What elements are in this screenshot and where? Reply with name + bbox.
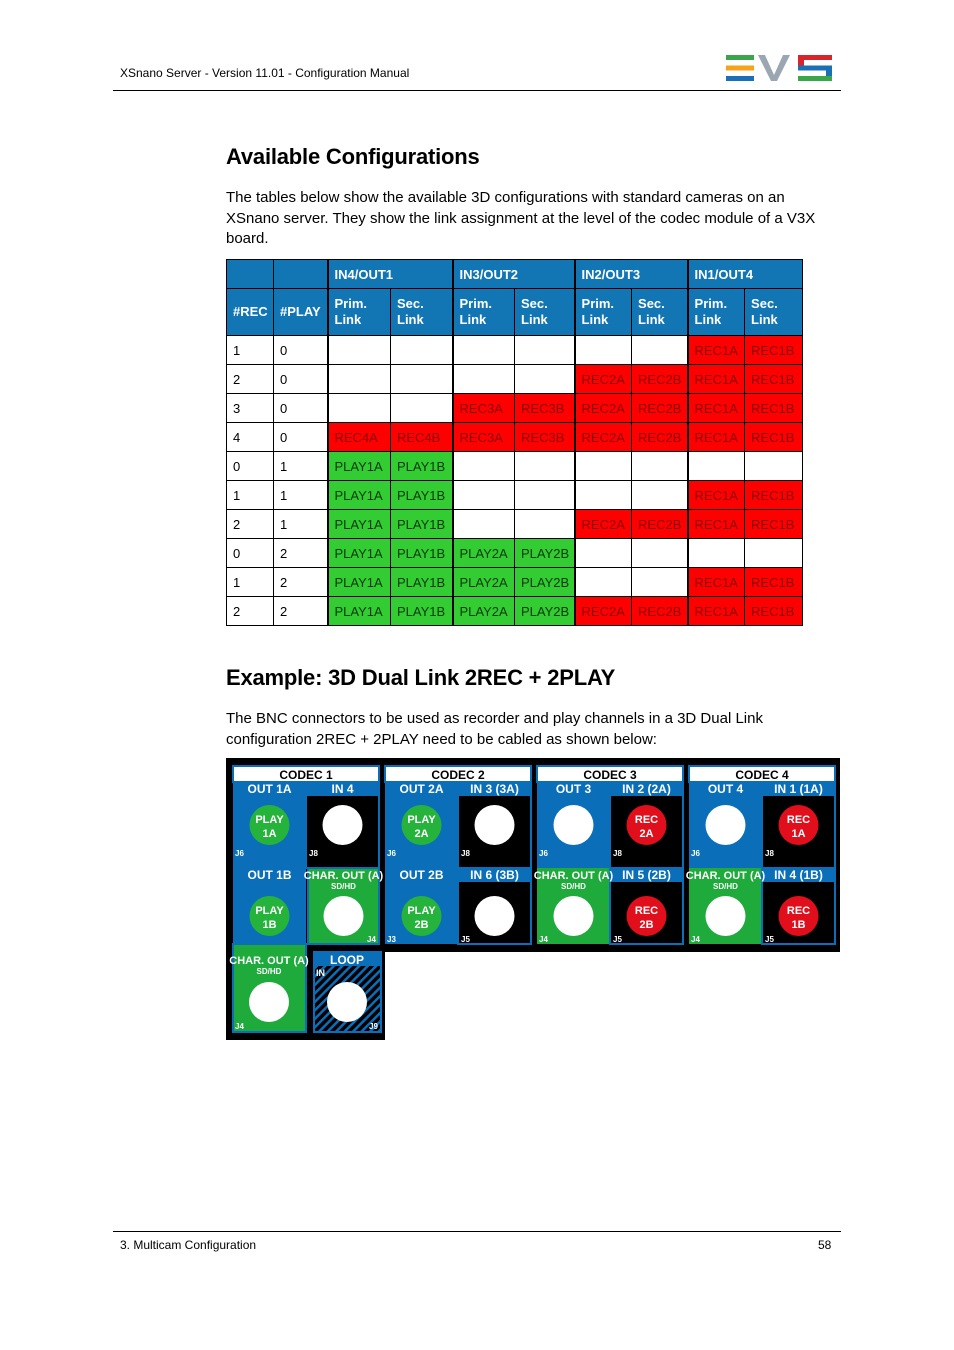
table-cell: REC1A [688,597,745,626]
bnc-connector-circle [323,805,363,845]
table-row [227,394,803,423]
table-cell [515,336,575,365]
loop-in-label: IN [316,968,325,978]
cell-play-count: 2 [274,597,328,626]
table-cell: REC2B [632,597,688,626]
table-cell: REC2A [575,365,632,394]
codec-title: CODEC 4 [735,768,789,782]
bnc-sublabel: SD/HD [331,882,356,891]
section-heading-example: Example: 3D Dual Link 2REC + 2PLAY [226,665,616,690]
bnc-sublabel: SD/HD [256,967,282,976]
sub-header-sec [632,289,688,336]
table-corner [274,260,328,289]
table-cell: REC1B [745,568,803,597]
table-row [227,423,803,452]
bnc-label: IN 6 (3B) [470,868,519,882]
table-row [227,481,803,510]
cell-rec-count: 2 [227,510,274,539]
bnc-connector-circle [475,896,515,936]
table-corner [227,260,274,289]
group-header: IN2/OUT3 [575,260,688,289]
cell-rec-count: 2 [227,597,274,626]
bnc-connector-circle [249,982,289,1022]
jack-id: J8 [765,849,774,858]
table-cell [632,452,688,481]
cell-play-count: 2 [274,539,328,568]
table-cell [515,452,575,481]
table-cell [328,365,391,394]
table-cell: PLAY1B [391,539,453,568]
table-cell: PLAY1B [391,597,453,626]
table-cell: PLAY1B [391,452,453,481]
sub-header-line: Sec. [638,296,665,311]
jack-id: J5 [613,935,622,944]
table-cell: REC1B [745,336,803,365]
bnc-label: OUT 1B [247,868,292,882]
table-cell: REC3A [453,394,515,423]
connector-label: REC [634,814,659,826]
connector-label: PLAY [407,905,436,917]
table-cell [688,452,745,481]
cell-play-count: 0 [274,423,328,452]
table-cell: PLAY2B [515,568,575,597]
sub-header-prim [453,289,515,336]
group-header: IN4/OUT1 [328,260,453,289]
table-cell: REC4A [328,423,391,452]
sub-header-line: Link [521,312,548,327]
jack-id: J6 [539,849,548,858]
table-cell: REC1B [745,365,803,394]
bnc-label: IN 3 (3A) [470,782,519,796]
cell-rec-count: 3 [227,394,274,423]
table-cell [328,394,391,423]
section-paragraph-available: The tables below show the available 3D configurations with standard cameras on an XSnano server. They show the link assignment at the level of the codec module of a V3X board. [226,189,816,247]
table-row [227,597,803,626]
sub-header-line: Sec. [397,296,424,311]
sub-header-line: Prim. [581,296,615,311]
cell-rec-count: 2 [227,365,274,394]
sub-header-line: Prim. [694,296,728,311]
table-cell: PLAY2A [453,568,515,597]
table-cell: REC2B [632,365,688,394]
table-cell: REC3A [453,423,515,452]
bnc-label: OUT 2A [399,782,444,796]
table-cell: PLAY2B [515,597,575,626]
table-cell: REC1A [688,423,745,452]
bnc-label: IN 2 (2A) [622,782,671,796]
sub-header-line: Sec. [751,296,778,311]
table-cell: REC3B [515,423,575,452]
col-header-rec: #REC [227,289,274,336]
table-cell [515,481,575,510]
bnc-label: IN 4 [331,782,354,796]
cell-rec-count: 0 [227,539,274,568]
jack-id: J4 [539,935,548,944]
table-cell [632,568,688,597]
table-cell [745,539,803,568]
sub-header-prim [688,289,745,336]
table-cell [453,365,515,394]
table-cell [575,568,632,597]
cell-play-count: 1 [274,452,328,481]
table-cell [328,336,391,365]
table-cell: REC1A [688,510,745,539]
connector-label: REC [786,905,811,917]
table-cell [745,452,803,481]
table-cell [575,539,632,568]
connector-label: 1B [791,919,806,931]
footer-section: 3. Multicam Configuration [120,1238,257,1252]
table-cell [575,336,632,365]
table-cell [632,539,688,568]
table-cell [632,336,688,365]
sub-header-prim [575,289,632,336]
connector-label: 1A [262,828,277,840]
sub-header-line: Sec. [521,296,548,311]
codec-title: CODEC 3 [583,768,637,782]
table-cell: REC1B [745,423,803,452]
table-cell: REC1B [745,510,803,539]
bnc-connector-circle [706,896,746,936]
group-header: IN1/OUT4 [688,260,803,289]
bnc-label: OUT 4 [707,782,744,796]
bnc-label: OUT 1A [247,782,292,796]
table-cell: REC1B [745,597,803,626]
table-cell [688,539,745,568]
sub-header-line: Prim. [334,296,368,311]
jack-id: J8 [461,849,470,858]
connector-label: PLAY [255,905,284,917]
connector-label: PLAY [407,814,436,826]
jack-id: J6 [235,849,244,858]
sub-header-prim [328,289,391,336]
table-cell: PLAY2B [515,539,575,568]
table-cell: REC2A [575,510,632,539]
sub-header-line: Link [334,312,362,327]
connector-label: REC [786,814,811,826]
bnc-connector-circle [706,805,746,845]
cell-play-count: 1 [274,481,328,510]
bnc-connector-circle [475,805,515,845]
table-cell: REC3B [515,394,575,423]
table-cell: REC4B [391,423,453,452]
bnc-diagram-svg [226,758,840,1040]
table-cell: PLAY1B [391,510,453,539]
connector-label: 2A [414,828,429,840]
col-header-play: #PLAY [274,289,328,336]
table-cell: PLAY1A [328,597,391,626]
table-cell [391,336,453,365]
header-title: XSnano Server - Version 11.01 - Configuration Manual [120,66,410,80]
connector-label: 2B [639,919,654,931]
table-cell: REC1A [688,365,745,394]
table-cell: REC2B [632,423,688,452]
connector-label: 1B [262,919,277,931]
cell-play-count: 1 [274,510,328,539]
table-cell [453,510,515,539]
codec-title: CODEC 1 [279,768,333,782]
connector-label: REC [634,905,659,917]
cell-rec-count: 1 [227,336,274,365]
sub-header-line: Link [459,312,487,327]
bnc-label: OUT 3 [555,782,592,796]
table-cell [391,394,453,423]
table-cell: PLAY1B [391,568,453,597]
table-cell: REC2A [575,597,632,626]
table-cell [453,481,515,510]
cell-rec-count: 1 [227,568,274,597]
jack-id: J3 [387,935,396,944]
table-cell: PLAY1A [328,539,391,568]
bnc-connector-circle [327,982,367,1022]
evs-logo [726,55,834,81]
table-cell [575,452,632,481]
cell-play-count: 0 [274,365,328,394]
configurations-table [226,259,803,626]
footer-rule [113,1231,841,1232]
table-cell: REC1B [745,481,803,510]
table-row [227,510,803,539]
table-cell: PLAY1A [328,510,391,539]
table-cell [575,481,632,510]
bnc-label: CHAR. OUT (A) [229,955,309,967]
table-row [227,452,803,481]
table-row [227,336,803,365]
cell-rec-count: 4 [227,423,274,452]
section-paragraph-example: The BNC connectors to be used as recorder and play channels in a 3D Dual Link configuration 2REC + 2PLAY need to be cabled as shown below: [226,710,763,748]
bnc-sublabel: SD/HD [713,882,738,891]
cell-play-count: 0 [274,394,328,423]
table-cell: REC1B [745,394,803,423]
table-cell: REC1A [688,394,745,423]
table-cell: REC2B [632,394,688,423]
bnc-label: IN 5 (2B) [622,868,671,882]
codec-title: CODEC 2 [431,768,485,782]
cell-play-count: 0 [274,336,328,365]
sub-header-line: Prim. [459,296,493,311]
table-cell [515,365,575,394]
bnc-connector-diagram [226,758,840,1045]
section-heading-available: Available Configurations [226,144,480,169]
table-cell: PLAY2A [453,597,515,626]
sub-header-line: Link [581,312,609,327]
bnc-connector-circle [554,805,594,845]
table-cell: PLAY1B [391,481,453,510]
table-row [227,568,803,597]
jack-id: J5 [765,935,774,944]
jack-id: J4 [235,1022,244,1031]
connector-label: 1A [791,828,806,840]
bnc-connector-circle [554,896,594,936]
sub-header-sec [515,289,575,336]
table-cell: REC1A [688,568,745,597]
table-cell [515,510,575,539]
bnc-label: CHAR. OUT (A) [533,870,614,882]
table-cell: REC2A [575,423,632,452]
table-cell: REC2A [575,394,632,423]
table-row [227,539,803,568]
sub-header-line: Link [694,312,722,327]
sub-header-line: Link [397,312,424,327]
bnc-label: CHAR. OUT (A) [303,870,384,882]
connector-label: 2B [414,919,429,931]
header-rule [113,90,841,91]
bnc-label: IN 1 (1A) [774,782,823,796]
sub-header-sec [391,289,453,336]
jack-id: J8 [309,849,318,858]
cell-rec-count: 1 [227,481,274,510]
bnc-connector-circle [324,896,364,936]
group-header: IN3/OUT2 [453,260,575,289]
cell-rec-count: 0 [227,452,274,481]
jack-id: J6 [387,849,396,858]
table-cell: PLAY1A [328,568,391,597]
jack-id: J4 [367,935,376,944]
sub-header-line: Link [638,312,665,327]
jack-id: J4 [691,935,700,944]
table-cell: REC1A [688,481,745,510]
cell-play-count: 2 [274,568,328,597]
bnc-label: LOOP [329,953,365,967]
table-cell: PLAY2A [453,539,515,568]
table-cell [391,365,453,394]
table-cell [632,481,688,510]
table-cell: REC2B [632,510,688,539]
connector-label: PLAY [255,814,284,826]
jack-id: J5 [461,935,470,944]
bnc-label: CHAR. OUT (A) [685,870,766,882]
sub-header-line: Link [751,312,778,327]
table-cell: PLAY1A [328,452,391,481]
jack-id: J6 [691,849,700,858]
bnc-label: OUT 2B [399,868,444,882]
jack-id: J8 [613,849,622,858]
table-cell: PLAY1A [328,481,391,510]
table-cell [453,336,515,365]
sub-header-sec [745,289,803,336]
jack-id: J9 [369,1022,378,1031]
connector-label: 2A [639,828,654,840]
page-number: 58 [818,1238,832,1252]
table-cell: REC1A [688,336,745,365]
bnc-sublabel: SD/HD [561,882,586,891]
table-cell [453,452,515,481]
table-row [227,365,803,394]
bnc-label: IN 4 (1B) [774,868,823,882]
